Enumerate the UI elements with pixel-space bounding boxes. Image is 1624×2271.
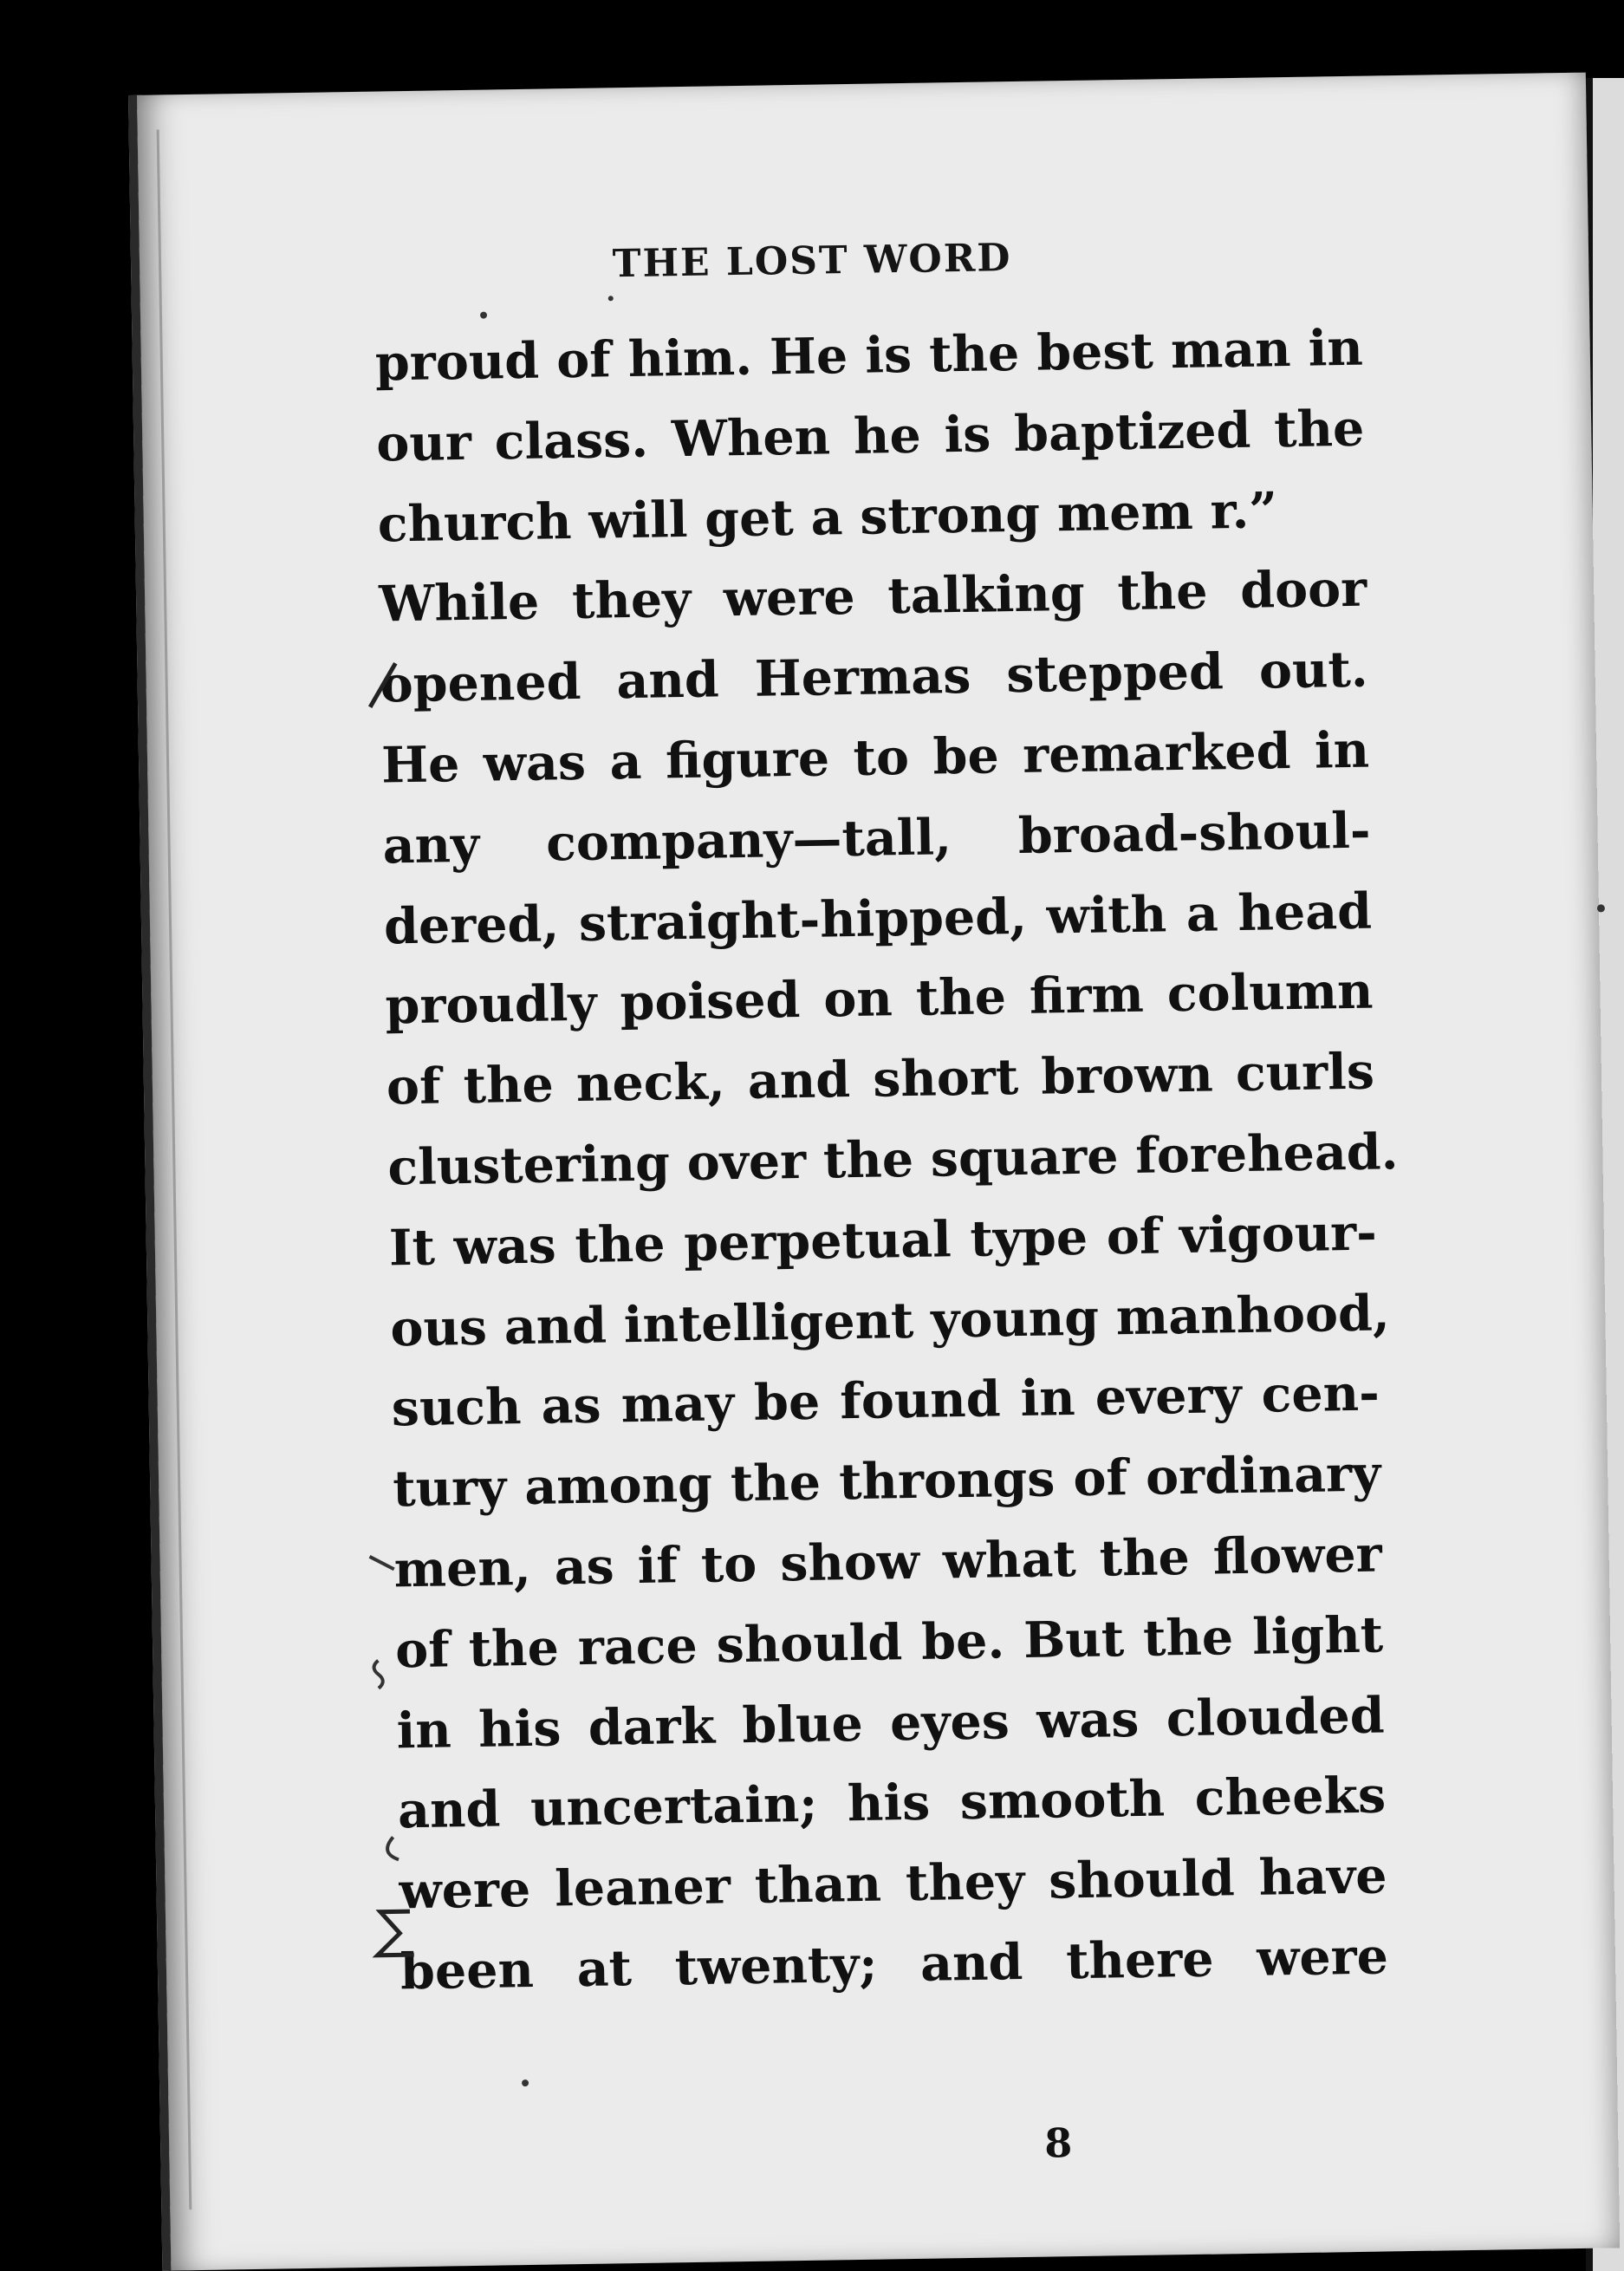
text-line: He was a figure to be remarked in: [380, 720, 1370, 795]
dust-speck: [1597, 904, 1605, 912]
text-line: ous and intelligent young manhood,: [389, 1283, 1391, 1357]
handwritten-margin-marks: [344, 576, 482, 1617]
text-line: any company—tall, broad-shoul-: [382, 801, 1372, 875]
text-line: our class. When he is baptized the: [375, 399, 1365, 473]
book-page: [128, 73, 1620, 2271]
text-line: opened and Hermas stepped out.: [380, 640, 1369, 714]
page-number: 8: [1043, 2119, 1073, 2167]
text-line: men, as if to show what the flower: [393, 1525, 1383, 1599]
text-line: clustering over the square forehead.: [387, 1122, 1399, 1197]
text-line: While they were talking the door: [378, 560, 1367, 634]
slash-mark: [369, 663, 396, 706]
body-text: [374, 309, 1399, 2013]
text-line: proud of him. He is the best man in: [374, 318, 1364, 393]
text-line: such as may be found in every cen-: [391, 1363, 1380, 1438]
text-line: and uncertain; his smooth cheeks: [397, 1766, 1387, 1840]
text-line: were leaner than they should have: [399, 1846, 1387, 1921]
tick-mark: [370, 1556, 394, 1569]
curl-mark: [387, 1837, 399, 1859]
text-line: proudly poised on the firm column: [385, 961, 1374, 1036]
text-line: tury among the throngs of ordinary: [392, 1444, 1381, 1519]
text-line: It was the perpetual type of vigour-: [388, 1203, 1378, 1278]
text-line: in his dark blue eyes was clouded: [396, 1686, 1386, 1760]
text-line: dered, straight-hipped, with a head: [383, 882, 1373, 956]
dust-speck: [522, 2079, 529, 2086]
text-line: been at twenty; and there were: [400, 1927, 1389, 2001]
gutter-shadow: [157, 129, 192, 2209]
dust-speck: [608, 296, 614, 301]
bracket-mark: [374, 1661, 383, 1689]
text-line: church will get a strong mem r.”: [377, 480, 1278, 554]
text-line: of the neck, and short brown curls: [386, 1042, 1375, 1116]
running-head: THE LOST WORD: [612, 236, 1012, 287]
dust-speck: [480, 312, 487, 319]
text-line: of the race should be. But the light: [394, 1605, 1384, 1680]
